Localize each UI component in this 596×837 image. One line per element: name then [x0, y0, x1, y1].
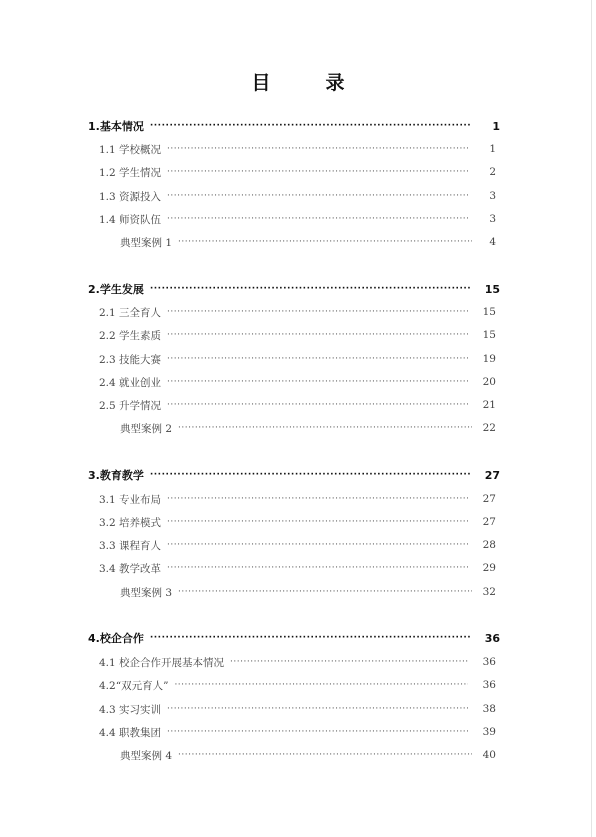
- toc-entry-label: 3.3 课程育人: [99, 539, 162, 552]
- toc-page-number: 29: [482, 562, 496, 574]
- toc-page-number: 3: [489, 213, 496, 225]
- toc-page-number: 27: [482, 493, 496, 505]
- toc-subsection-entry[interactable]: [0, 164, 596, 180]
- toc-subsection-entry[interactable]: [0, 514, 596, 530]
- toc-entry-label: 1.2 学生情况: [99, 166, 162, 179]
- toc-title: 目 录: [251, 72, 363, 94]
- toc-entry-label: 典型案例 1: [120, 236, 173, 249]
- dot-leader: [167, 537, 468, 553]
- toc-entry-label: 4.3 实习实训: [99, 703, 162, 716]
- toc-subsection-entry[interactable]: [0, 654, 596, 670]
- toc-page-number: 21: [482, 399, 496, 411]
- dot-leader: [167, 188, 468, 204]
- dot-leader: [167, 304, 468, 320]
- toc-subsection-entry[interactable]: [0, 327, 596, 343]
- dot-leader: [167, 211, 468, 227]
- toc-page-number: 2: [489, 166, 496, 178]
- toc-entry-label: 4.2“双元育人”: [99, 679, 169, 692]
- toc-case-entry[interactable]: [0, 234, 596, 250]
- toc-entry-label: 2.2 学生素质: [99, 329, 162, 342]
- toc-page-number: 28: [482, 539, 496, 551]
- toc-case-entry[interactable]: [0, 420, 596, 436]
- toc-subsection-entry[interactable]: [0, 701, 596, 717]
- dot-leader: [167, 327, 468, 343]
- toc-page-number: 3: [489, 190, 496, 202]
- toc-entry-label: 1.4 师资队伍: [99, 213, 162, 226]
- toc-page-number: 15: [482, 329, 496, 341]
- toc-subsection-entry[interactable]: [0, 351, 596, 367]
- toc-page-number: 27: [482, 516, 496, 528]
- toc-entry-label: 3.4 教学改革: [99, 562, 162, 575]
- toc-entry-label: 1.1 学校概况: [99, 143, 162, 156]
- dot-leader: [167, 351, 468, 367]
- toc-section-entry[interactable]: [0, 118, 596, 134]
- dot-leader: [167, 164, 468, 180]
- toc-entry-label: 1.基本情况: [88, 120, 144, 133]
- toc-subsection-entry[interactable]: [0, 374, 596, 390]
- dot-leader: [167, 491, 468, 507]
- toc-section-entry[interactable]: [0, 467, 596, 483]
- toc-case-entry[interactable]: [0, 747, 596, 763]
- dot-leader: [178, 584, 472, 600]
- dot-leader: [230, 654, 468, 670]
- toc-entry-label: 2.3 技能大赛: [99, 353, 162, 366]
- toc-subsection-entry[interactable]: [0, 491, 596, 507]
- dot-leader: [167, 397, 468, 413]
- toc-entry-label: 典型案例 4: [120, 749, 173, 762]
- toc-page-number: 36: [484, 631, 500, 645]
- dot-leader: [178, 747, 472, 763]
- toc-page-number: 1: [492, 119, 500, 133]
- toc-page-number: 39: [482, 726, 496, 738]
- dot-leader: [167, 560, 468, 576]
- toc-section-entry[interactable]: [0, 281, 596, 297]
- toc-subsection-entry[interactable]: [0, 397, 596, 413]
- dot-leader: [178, 420, 472, 436]
- toc-entry-label: 1.3 资源投入: [99, 190, 162, 203]
- dot-leader: [174, 677, 468, 693]
- dot-leader: [167, 701, 468, 717]
- toc-entry-label: 3.教育教学: [88, 469, 144, 482]
- toc-page-number: 27: [484, 468, 500, 482]
- toc-entry-label: 2.1 三全育人: [99, 306, 162, 319]
- toc-section-entry[interactable]: [0, 630, 596, 646]
- toc-page-number: 1: [489, 143, 496, 155]
- toc-entry-label: 3.1 专业布局: [99, 493, 162, 506]
- toc-entry-label: 典型案例 3: [120, 586, 173, 599]
- dot-leader: [167, 141, 468, 157]
- toc-page-number: 19: [482, 353, 496, 365]
- toc-entry-label: 2.学生发展: [88, 283, 144, 296]
- toc-subsection-entry[interactable]: [0, 141, 596, 157]
- toc-entry-label: 4.4 职教集团: [99, 726, 162, 739]
- toc-case-entry[interactable]: [0, 584, 596, 600]
- dot-leader: [150, 118, 472, 134]
- toc-subsection-entry[interactable]: [0, 211, 596, 227]
- toc-entry-label: 2.5 升学情况: [99, 399, 162, 412]
- toc-subsection-entry[interactable]: [0, 304, 596, 320]
- toc-entry-label: 典型案例 2: [120, 422, 173, 435]
- dot-leader: [150, 281, 472, 297]
- toc-page-number: 15: [484, 282, 500, 296]
- toc-page-number: 20: [482, 376, 496, 388]
- dot-leader: [150, 467, 472, 483]
- toc-subsection-entry[interactable]: [0, 724, 596, 740]
- toc-entry-label: 4.校企合作: [88, 632, 144, 645]
- toc-subsection-entry[interactable]: [0, 677, 596, 693]
- toc-page-number: 36: [482, 656, 496, 668]
- toc-page-number: 15: [482, 306, 496, 318]
- toc-subsection-entry[interactable]: [0, 537, 596, 553]
- toc-entry-label: 4.1 校企合作开展基本情况: [99, 656, 225, 669]
- dot-leader: [167, 514, 468, 530]
- toc-entry-label: 2.4 就业创业: [99, 376, 162, 389]
- toc-page-number: 32: [482, 586, 496, 598]
- toc-page-number: 40: [482, 749, 496, 761]
- toc-subsection-entry[interactable]: [0, 188, 596, 204]
- toc-page-number: 4: [489, 236, 496, 248]
- dot-leader: [178, 234, 472, 250]
- toc-subsection-entry[interactable]: [0, 560, 596, 576]
- toc-page-number: 22: [482, 422, 496, 434]
- toc-page-number: 38: [482, 703, 496, 715]
- toc-page-number: 36: [482, 679, 496, 691]
- dot-leader: [167, 724, 468, 740]
- dot-leader: [150, 630, 472, 646]
- toc-entry-label: 3.2 培养模式: [99, 516, 162, 529]
- dot-leader: [167, 374, 468, 390]
